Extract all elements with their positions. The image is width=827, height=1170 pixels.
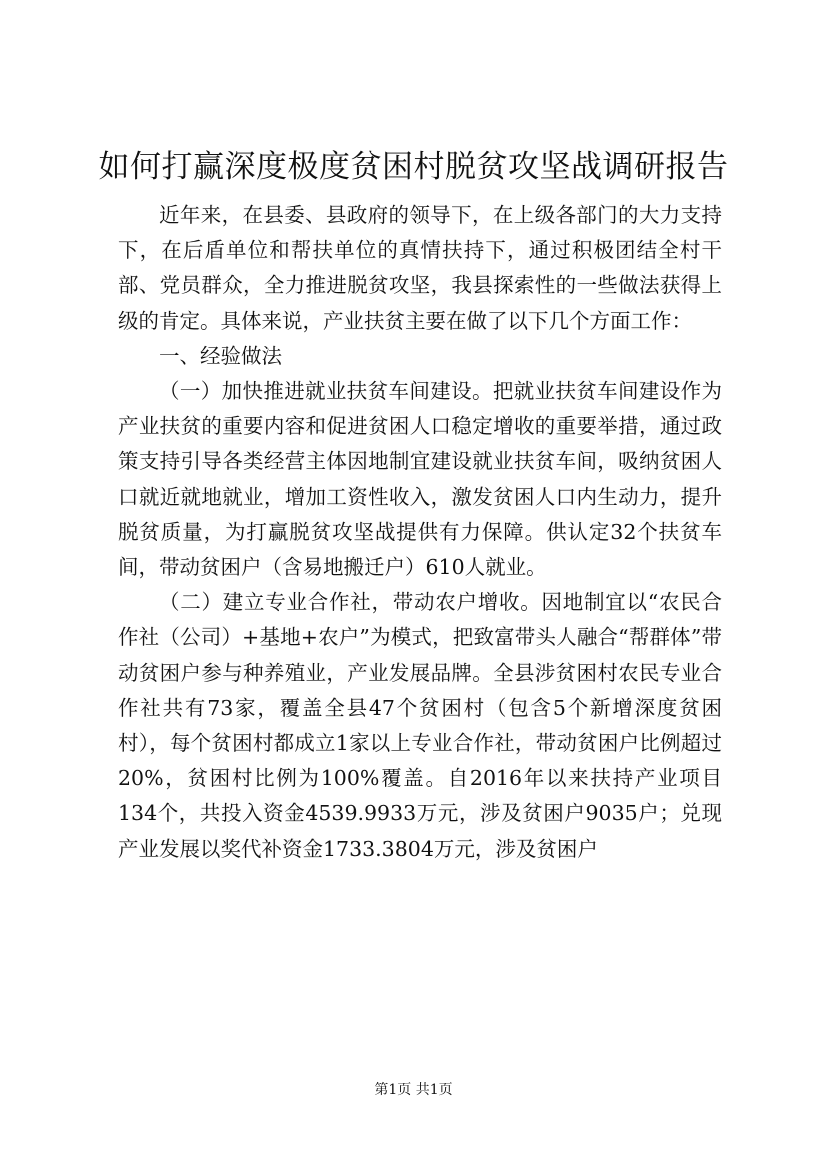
document-body [118,198,722,867]
page-footer: 第1页 共1页 [374,1082,453,1098]
document-title: 如何打赢深度极度贫困村脱贫攻坚战调研报告 [98,149,729,185]
section-heading-experience: 一、经验做法 [159,343,282,368]
paragraph-intro: 近年来，在县委、县政府的领导下，在上级各部门的大力支持下，在后盾单位和帮扶单位的真情扶持下，通过积极团结全村干部、党员群众，全力推进脱贫攻坚，我县探索性的一些做法获得上级的肯定。具体来说，产业扶贫主要在做了以下几个方面工作： [118,203,722,333]
paragraph-employment-workshop: （一）加快推进就业扶贫车间建设。把就业扶贫车间建设作为产业扶贫的重要内容和促进贫困人口稳定增收的重要举措，通过政策支持引导各类经营主体因地制宜建设就业扶贫车间，吸纳贫困人口就近就地就业，增加工资性收入，激发贫困人口内生动力，提升脱贫质量，为打赢脱贫攻坚战提供有力保障。供认定32个扶贫车间，带动贫困户（含易地搬迁户）610人就业。 [118,379,722,580]
paragraph-cooperatives: （二）建立专业合作社，带动农户增收。因地制宜以“农民合作社（公司）+基地+农户”为模式，把致富带头人融合“帮群体”带动贫困户参与种养殖业，产业发展品牌。全县涉贫困村农民专业合作社共有73家，覆盖全县47个贫困村（包含5个新增深度贫困村），每个贫困村都成立1家以上专业合作社，带动贫困户比例超过20%，贫困村比例为100%覆盖。自2016年以来扶持产业项目134个，共投入资金4539.9933万元，涉及贫困户9035户；兑现产业发展以奖代补资金1733.3804万元，涉及贫困户 [118,590,722,861]
